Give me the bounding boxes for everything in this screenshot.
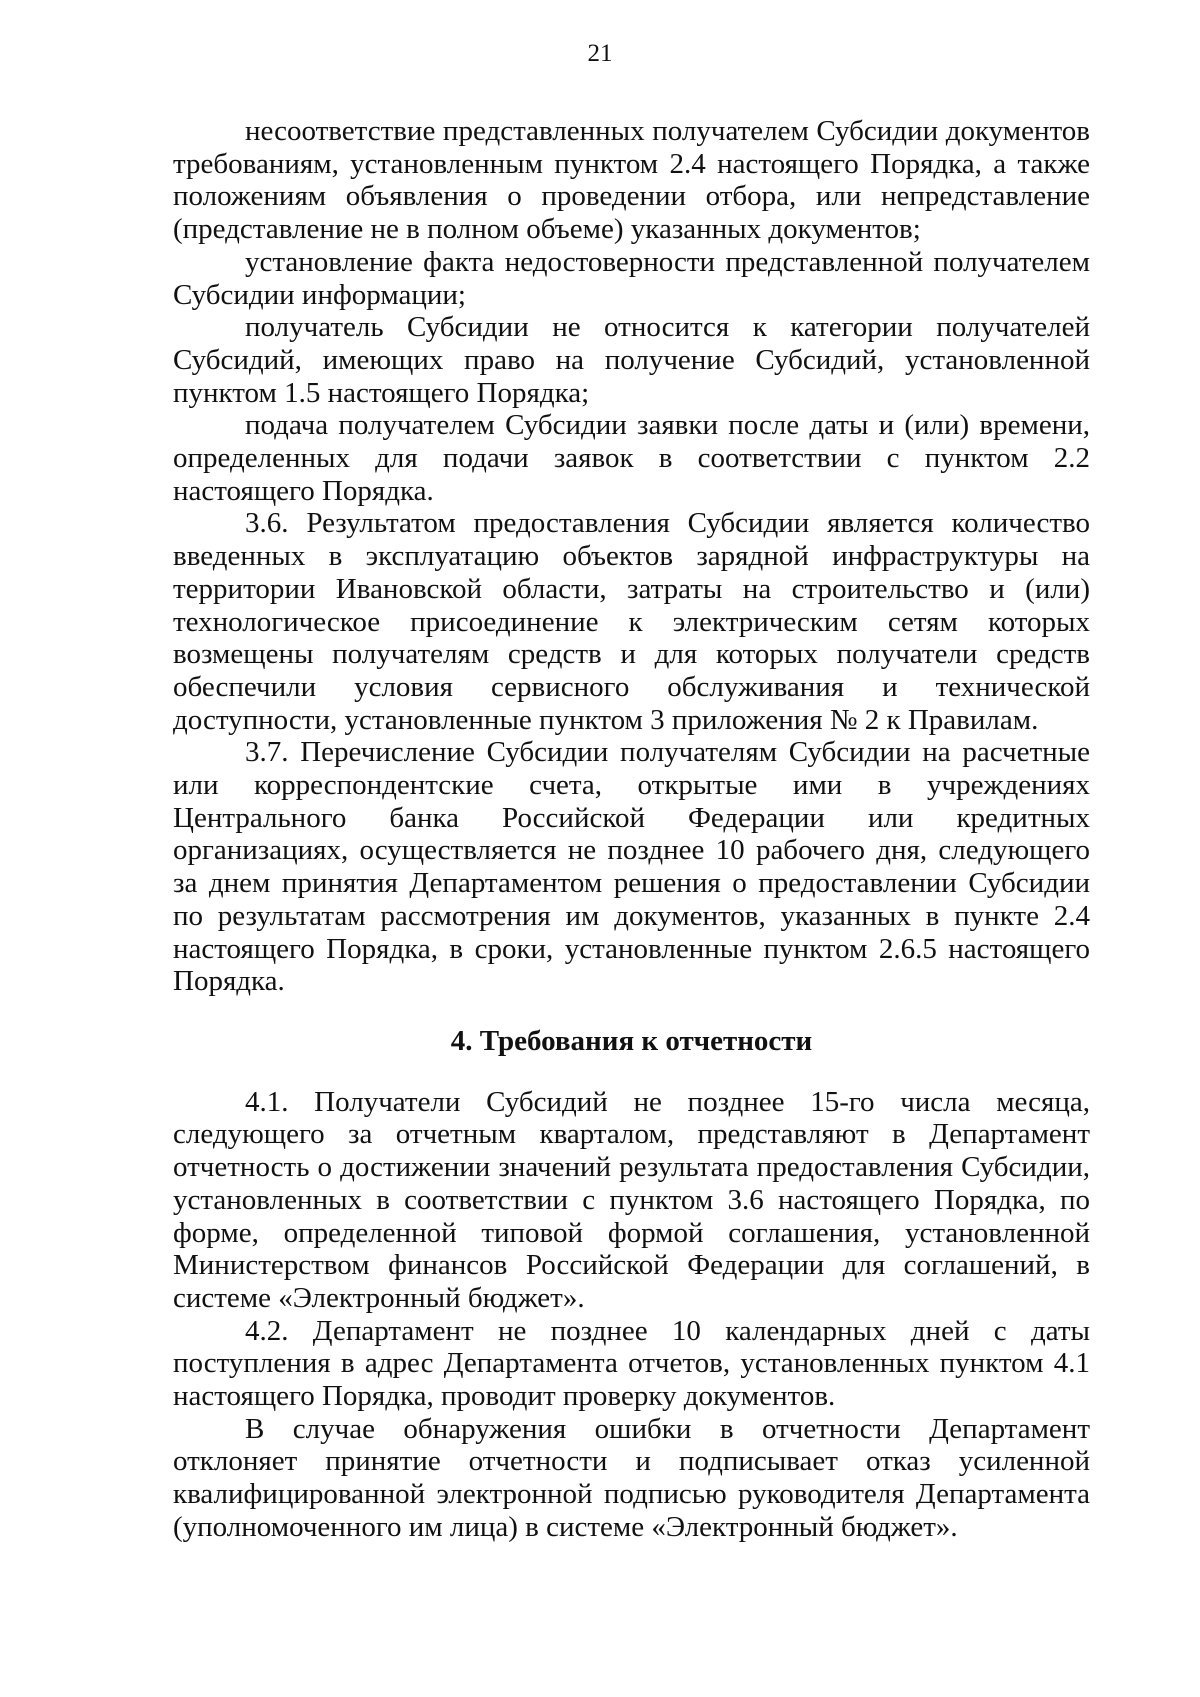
page-number: 21 — [587, 40, 613, 67]
paragraph-4-2-verification: 4.2. Департамент не позднее 10 календарных дней с даты поступления в адрес Департамента отчетов, установленных пунктом 4.1 настоящего Порядка, проводит проверку документов. — [173, 1314, 1090, 1413]
document-body — [173, 115, 1090, 1544]
paragraph-error-rejection: В случае обнаружения ошибки в отчетности Департамент отклоняет принятие отчетности и подписывает отказ усиленной квалифицированной электронной подписью руководителя Департамента (уполномоченного им лица) в системе «Электронный бюджет». — [173, 1412, 1090, 1543]
paragraph-refusal-grounds-documents: несоответствие представленных получателем Субсидии документов требованиям, установленным пунктом 2.4 настоящего Порядка, а также положениям объявления о проведении отбора, или непредставление (представление не в полном объеме) указанных документов; — [173, 115, 1090, 246]
paragraph-refusal-grounds-category: получатель Субсидии не относится к категории получателей Субсидий, имеющих право на получение Субсидий, установленной пунктом 1.5 настоящего Порядка; — [173, 311, 1090, 409]
paragraph-4-1-reporting: 4.1. Получатели Субсидий не позднее 15-го числа месяца, следующего за отчетным кварталом, представляют в Департамент отчетность о достижении значений результата предоставления Субсидии, установленных в соответствии с пунктом 3.6 настоящего Порядка, по форме, определенной типовой формой соглашения, установленной Министерством финансов Российской Федерации для соглашений, в системе «Электронный бюджет». — [173, 1085, 1090, 1314]
paragraph-refusal-grounds-unreliable-info: установление факта недостоверности представленной получателем Субсидии информации; — [173, 245, 1090, 311]
section-heading: 4. Требования к отчетности — [450, 1024, 813, 1057]
paragraph-3-6-result: 3.6. Результатом предоставления Субсидии является количество введенных в эксплуатацию объектов зарядной инфраструктуры на территории Ивановской области, затраты на строительство и (или) технологическое присоединение к электрическим сетям которых возмещены получателям средств и для которых получатели средств обеспечили условия сервисного обслуживания и технической доступности, установленные пунктом 3 приложения № 2 к Правилам. — [173, 507, 1090, 736]
paragraph-3-7-transfer: 3.7. Перечисление Субсидии получателям Субсидии на расчетные или корреспондентские счета, открытые ими в учреждениях Центрального банка Российской Федерации или кредитных организациях, осуществляется не позднее 10 рабочего дня, следующего за днем принятия Департаментом решения о предоставлении Субсидии по результатам рассмотрения им документов, указанных в пункте 2.4 настоящего Порядка, в сроки, установленные пунктом 2.6.5 настоящего Порядка. — [173, 736, 1090, 998]
paragraph-refusal-grounds-late-application: подача получателем Субсидии заявки после даты и (или) времени, определенных для подачи заявок в соответствии с пунктом 2.2 настоящего Порядка. — [173, 409, 1090, 507]
